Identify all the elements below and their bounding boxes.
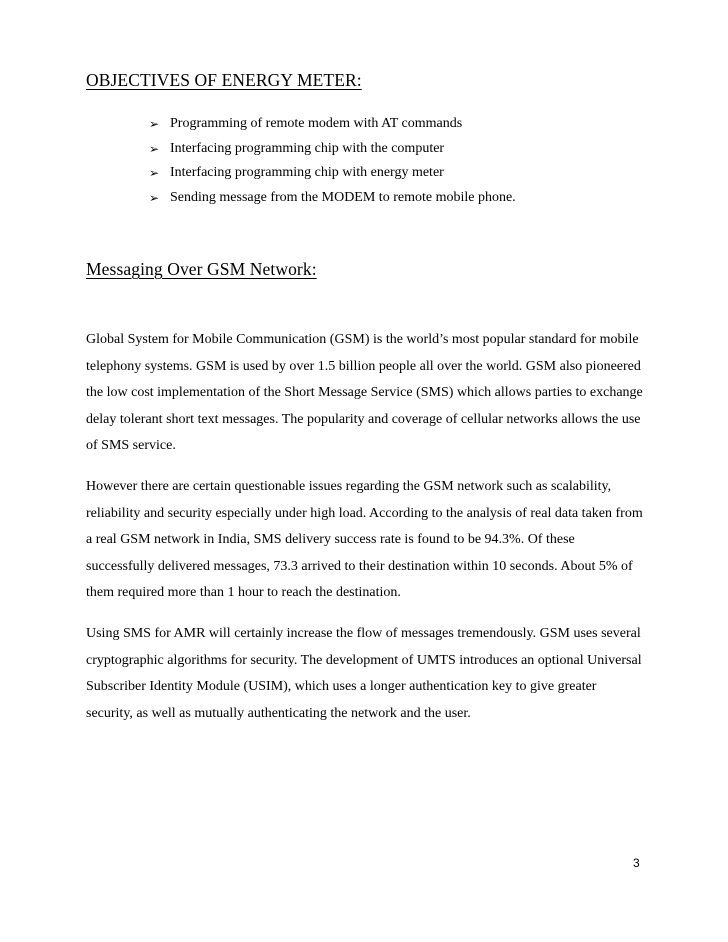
paragraph-gsm-issues: However there are certain questionable issues regarding the GSM network such as scalability, reliability and security especially under high load. According to the analysis of real data taken from a real GSM network in India, SMS delivery success rate is found to be 94.3%. Of these successfully delivered messages, 73.3 arrived to their destination within 10 seconds. About 5% of them required more than 1 hour to reach the destination. [86,479,643,600]
list-item [149,137,516,162]
arrow-bullet-icon: ➢ [149,141,160,156]
arrow-bullet-icon: ➢ [149,117,160,132]
list-item-text: Interfacing programming chip with the computer [170,140,445,156]
arrow-bullet-icon: ➢ [149,190,160,205]
objectives-list [149,112,516,210]
list-item-text: Sending message from the MODEM to remote mobile phone. [170,189,516,205]
list-item [149,112,516,137]
list-item-text: Programming of remote modem with AT commands [170,116,463,131]
arrow-bullet-icon: ➢ [149,166,160,181]
list-item [149,186,516,211]
objectives-heading: OBJECTIVES OF ENERGY METER: [86,70,362,90]
list-item [149,161,516,186]
list-item-text: Interfacing programming chip with energy meter [170,165,444,180]
gsm-heading: Messaging Over GSM Network: [86,259,317,279]
page-number: 3 [633,856,640,870]
paragraph-gsm-intro: Global System for Mobile Communication (GSM) is the world’s most popular standard for mobile telephony systems. GSM is used by over 1.5 billion people all over the world. GSM also pioneered the low cost implementation of the Short Message Service (SMS) which allows parties to exchange delay tolerant short text messages. The popularity and coverage of cellular networks allows the use of SMS service. [86,332,643,453]
paragraph-gsm-security: Using SMS for AMR will certainly increase the flow of messages tremendously. GSM uses several cryptographic algorithms for security. The development of UMTS introduces an optional Universal Subscriber Identity Module (USIM), which uses a longer authentication key to give greater security, as well as mutually authenticating the network and the user. [86,626,642,721]
